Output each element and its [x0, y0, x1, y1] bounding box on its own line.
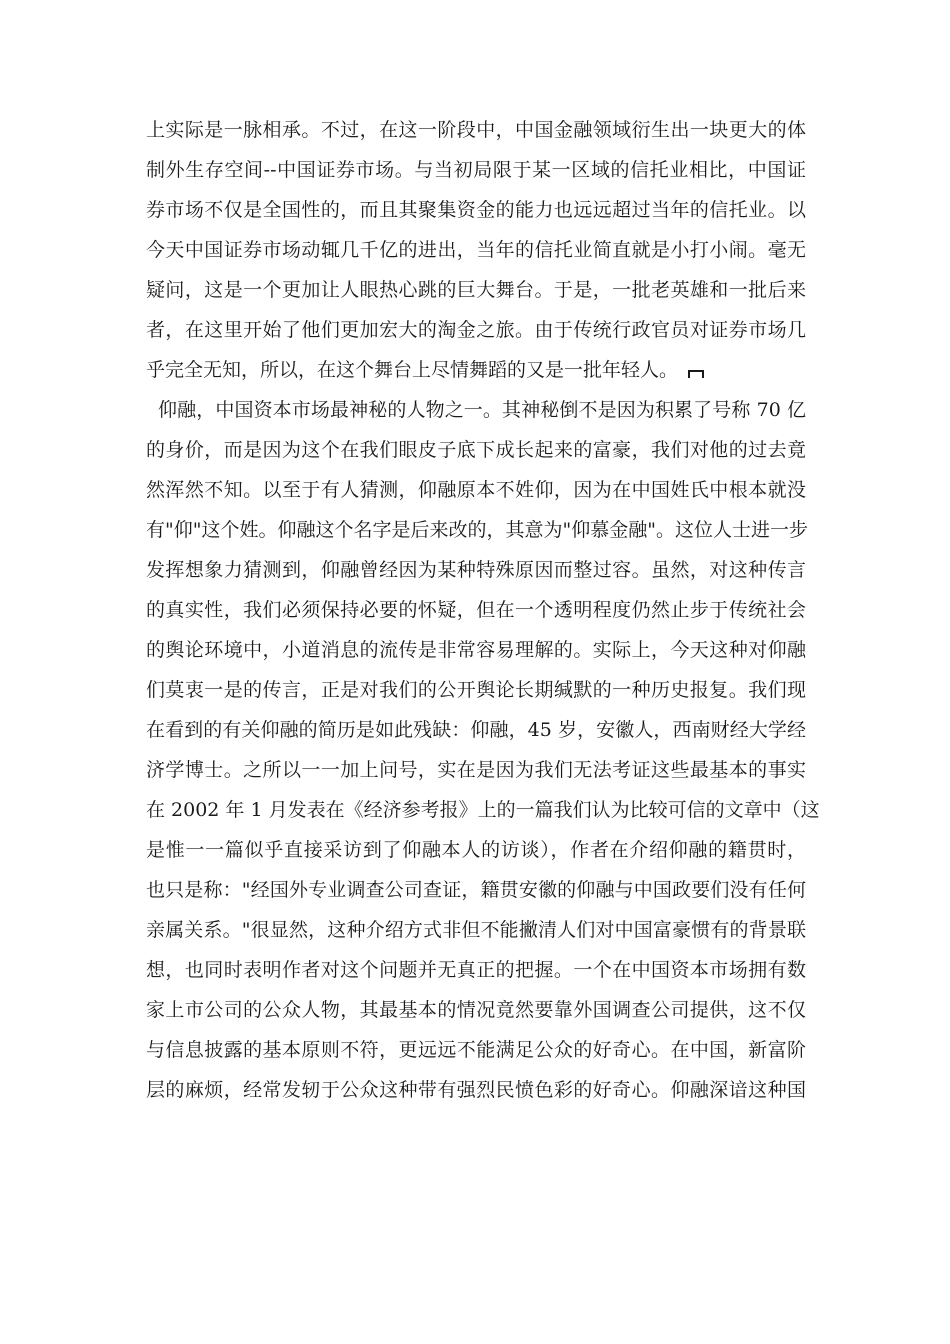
text-line: 的身价，而是因为这个在我们眼皮子底下成长起来的富豪，我们对他的过去竟	[146, 439, 806, 461]
text-line: 上实际是一脉相承。不过，在这一阶段中，中国金融领域衍生出一块更大的体	[146, 119, 806, 141]
text-line: 在 2002 年 1 月发表在《经济参考报》上的一篇我们认为比较可信的文章中（这	[146, 799, 820, 821]
text-line: 的真实性，我们必须保持必要的怀疑，但在一个透明程度仍然止步于传统社会	[146, 599, 806, 621]
text-line: 券市场不仅是全国性的，而且其聚集资金的能力也远远超过当年的信托业。以	[146, 199, 806, 221]
paragraph-end-mark-icon	[688, 370, 704, 378]
text-line: 疑问，这是一个更加让人眼热心跳的巨大舞台。于是，一批老英雄和一批后来	[146, 279, 806, 301]
document-page	[146, 110, 820, 1110]
text-line: 们莫衷一是的传言，正是对我们的公开舆论长期缄默的一种历史报复。我们现	[146, 679, 806, 701]
text-line: 然浑然不知。以至于有人猜测，仰融原本不姓仰，因为在中国姓氏中根本就没	[146, 479, 806, 501]
text-line-first: 仰融，中国资本市场最神秘的人物之一。其神秘倒不是因为积累了号称 70 亿	[158, 399, 806, 421]
text-line: 想，也同时表明作者对这个问题并无真正的把握。一个在中国资本市场拥有数	[146, 959, 806, 981]
text-line: 济学博士。之所以一一加上问号，实在是因为我们无法考证这些最基本的事实	[146, 759, 806, 781]
text-line: 家上市公司的公众人物，其最基本的情况竟然要靠外国调查公司提供，这不仅	[146, 999, 806, 1021]
text-line-last	[146, 350, 806, 390]
text-line: 制外生存空间--中国证券市场。与当初局限于某一区域的信托业相比，中国证	[146, 159, 806, 181]
text-line: 亲属关系。"很显然，这种介绍方式非但不能撇清人们对中国富豪惯有的背景联	[146, 919, 806, 941]
text-line: 在看到的有关仰融的简历是如此残缺：仰融，45 岁，安徽人，西南财经大学经	[146, 719, 806, 741]
text-line: 发挥想象力猜测到，仰融曾经因为某种特殊原因而整过容。虽然，对这种传言	[146, 559, 806, 581]
text-line-content: 乎完全无知，所以，在这个舞台上尽情舞蹈的又是一批年轻人。	[146, 359, 679, 381]
text-line: 与信息披露的基本原则不符，更远远不能满足公众的好奇心。在中国，新富阶	[146, 1039, 806, 1061]
paragraph-1	[146, 110, 806, 390]
text-line: 层的麻烦，经常发轫于公众这种带有强烈民愤色彩的好奇心。仰融深谙这种国	[146, 1079, 806, 1101]
text-line: 的舆论环境中，小道消息的流传是非常容易理解的。实际上，今天这种对仰融	[146, 639, 806, 661]
text-line: 今天中国证券市场动辄几千亿的进出，当年的信托业简直就是小打小闹。毫无	[146, 239, 806, 261]
text-line: 是惟一一篇似乎直接采访到了仰融本人的访谈），作者在介绍仰融的籍贯时，	[146, 839, 806, 861]
text-line: 也只是称："经国外专业调查公司查证，籍贯安徽的仰融与中国政要们没有任何	[146, 879, 806, 901]
text-line: 有"仰"这个姓。仰融这个名字是后来改的，其意为"仰慕金融"。这位人士进一步	[146, 519, 808, 541]
text-line: 者，在这里开始了他们更加宏大的淘金之旅。由于传统行政官员对证券市场几	[146, 319, 806, 341]
paragraph-2	[146, 390, 820, 1110]
